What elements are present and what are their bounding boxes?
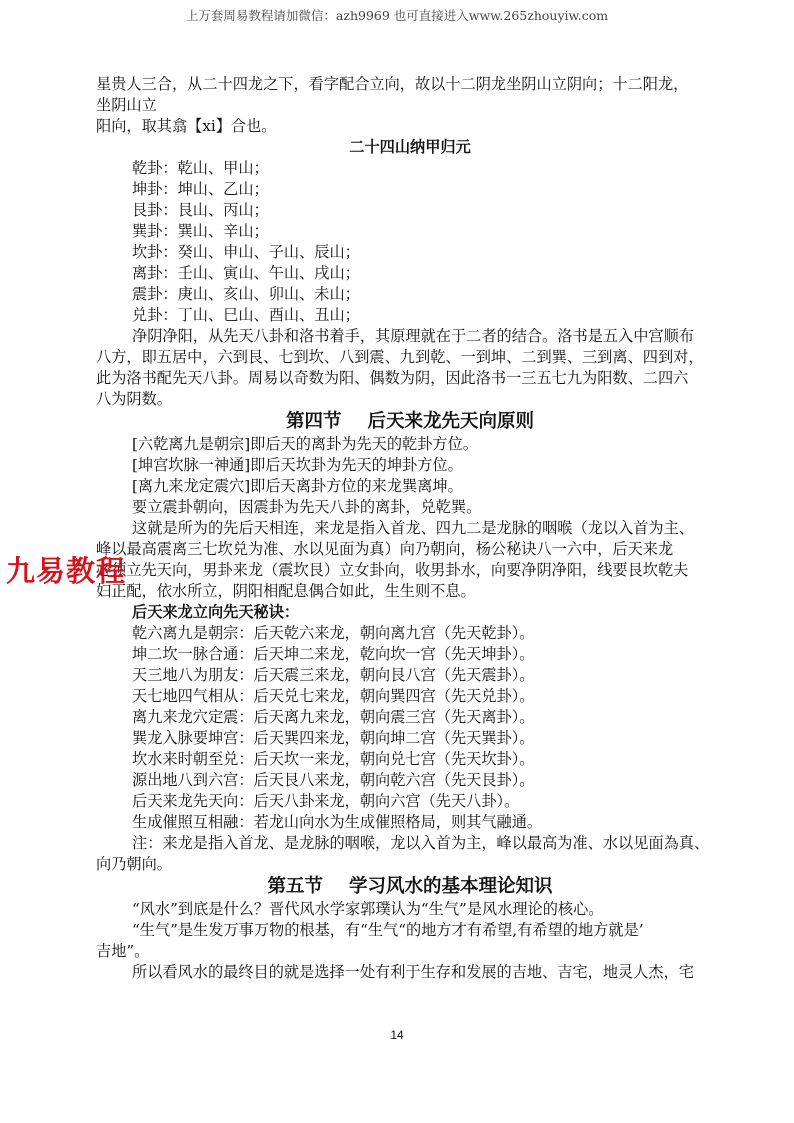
najia-item: 兑卦：丁山、巳山、酉山、丑山； (132, 306, 360, 324)
najia-title: 二十四山纳甲归元 (349, 138, 471, 156)
najia-paragraph-line: 八方，即五居中，六到艮、七到坎、八到震、九到乾、一到坤、二到巽、三到离、四到对， (96, 348, 704, 366)
section-4-line: [离九来龙定震穴]即后天离卦方位的来龙巽离坤。 (132, 477, 463, 495)
note-line: 向乃朝向。 (96, 855, 172, 873)
section-4-line: [坤宫坎脉一神通]即后天坎卦为先天的坤卦方位。 (132, 456, 463, 474)
secret-line: 天三地八为朋友：后天震三来龙，朝向艮八宫（先天震卦）。 (132, 666, 535, 684)
section-5-line: 所以看风水的最终目的就是选择一处有利于生存和发展的吉地、吉宅，地灵人杰，宅 (132, 963, 694, 981)
section-5-line: 吉地”。 (96, 942, 150, 960)
section-5-title: 学习风水的基本理论知识 (349, 876, 553, 897)
najia-item: 乾卦：乾山、甲山； (132, 159, 269, 177)
secret-line: 离九来龙穴定震：后天离九来龙，朝向震三宫（先天离卦）。 (132, 708, 535, 726)
intro-line-2: 坐阴山立 (96, 96, 157, 114)
section-4-paragraph-line: 峰以最高震离三七坎兑为准、水以见面为真）向乃朝向，杨公秘诀八一六中，后天来龙 (96, 540, 674, 558)
najia-item: 震卦：庚山、亥山、卯山、未山； (132, 285, 360, 303)
note-line: 注：来龙是指入首龙、是龙脉的咽喉，龙以入首为主，峰以最高为准、水以见面為真、 (132, 834, 710, 852)
page-content (96, 74, 724, 983)
najia-item: 坤卦：坤山、乙山； (132, 180, 269, 198)
section-4-paragraph-line: 这就是所为的先后天相连，来龙是指入首龙、四九二是龙脉的咽喉（龙以入首为主、 (132, 519, 694, 537)
page-number: 14 (390, 1028, 404, 1042)
watermark-logo-text: 九易教程 (6, 554, 127, 588)
secret-line: 源出地八到六宫：后天艮八来龙，朝向乾六宫（先天艮卦）。 (132, 771, 535, 789)
section-4-paragraph-line: 必须立先天向，男卦来龙（震坎艮）立女卦向，收男卦水，向要净阴净阳，线要艮坎乾夫 (96, 561, 689, 579)
section-4-line: 要立震卦朝向，因震卦为先天八卦的离卦，兑乾巽。 (132, 498, 482, 516)
secret-line: 巽龙入脉要坤宫：后天巽四来龙，朝向坤二宫（先天巽卦）。 (132, 729, 535, 747)
intro-line-1: 星贵人三合，从二十四龙之下，看字配合立向，故以十二阴龙坐阴山立阴向；十二阳龙， (96, 75, 689, 93)
secret-line: 乾六离九是朝宗：后天乾六来龙，朝向离九宫（先天乾卦）。 (132, 624, 535, 642)
secret-title: 后天来龙立向先天秘诀： (132, 603, 300, 621)
section-4-heading (96, 410, 724, 434)
secret-line: 后天来龙先天向：后天八卦来龙，朝向六宫（先天八卦）。 (132, 792, 520, 810)
najia-paragraph-line: 八为阴数。 (96, 390, 172, 408)
najia-item: 巽卦：巽山、辛山； (132, 222, 269, 240)
section-4-title: 后天来龙先天向原则 (367, 411, 535, 432)
najia-paragraph-line: 净阴净阳，从先天八卦和洛书着手，其原理就在于二者的结合。洛书是五入中宫顺布 (132, 327, 694, 345)
najia-item: 艮卦：艮山、丙山； (132, 201, 269, 219)
page-header: 上万套周易教程请加微信：azh9969 也可直接进入www.265zhouyiw.com (185, 8, 609, 23)
secret-line: 生成催照互相融：若龙山向水为生成催照格局，则其气融通。 (132, 813, 543, 831)
section-5-heading (96, 875, 724, 899)
najia-item: 坎卦：癸山、申山、子山、辰山； (132, 243, 360, 261)
secret-line: 坤二坎一脉合通：后天坤二来龙，乾向坎一宫（先天坤卦）。 (132, 645, 535, 663)
section-5-line: “风水”到底是什么？晋代风水学家郭璞认为“生气”是风水理论的核心。 (132, 900, 604, 918)
intro-line-3: 阳向，取其翕【xi】合也。 (96, 117, 277, 135)
najia-item: 离卦：壬山、寅山、午山、戌山； (132, 264, 360, 282)
secret-line: 天七地四气相从：后天兑七来龙，朝向巽四宫（先天兑卦）。 (132, 687, 535, 705)
secret-line: 坎水来时朝至兑：后天坎一来龙，朝向兑七宫（先天坎卦）。 (132, 750, 535, 768)
section-4-number: 第四节 (285, 411, 342, 432)
section-4-paragraph-line: 妇正配，依水所立，阴阳相配息偶合如此，生生则不息。 (96, 582, 476, 600)
section-5-line: “生气”是生发万事万物的根基，有“生气“的地方才有希望,有希望的地方就是’ (132, 921, 644, 939)
section-4-line: [六乾离九是朝宗]即后天的离卦为先天的乾卦方位。 (132, 435, 478, 453)
najia-paragraph-line: 此为洛书配先天八卦。周易以奇数为阳、偶数为阴，因此洛书一三五七九为阳数、二四六 (96, 369, 689, 387)
section-5-number: 第五节 (267, 876, 323, 897)
